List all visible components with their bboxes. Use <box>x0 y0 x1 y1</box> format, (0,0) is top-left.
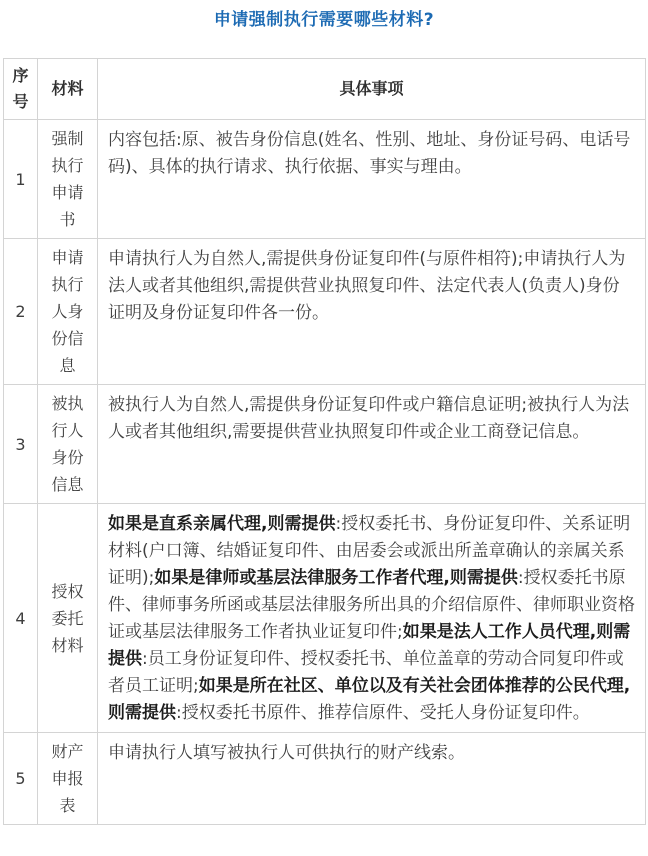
detail-segment-bold: 如果是直系亲属代理,则需提供 <box>108 514 336 534</box>
table-row <box>4 120 646 239</box>
detail-segment: 被执行人为自然人,需提供身份证复印件或户籍信息证明;被执行人为法人或者其他组织,需要提供营业执照复印件或企业工商登记信息。 <box>108 395 630 442</box>
table-row <box>4 385 646 504</box>
row-serial-number: 4 <box>4 504 38 733</box>
row-detail <box>98 733 646 825</box>
row-serial-number: 3 <box>4 385 38 504</box>
table-row <box>4 239 646 385</box>
detail-segment: 内容包括:原、被告身份信息(姓名、性别、地址、身份证号码、电话号码)、具体的执行请求、执行依据、事实与理由。 <box>108 130 631 177</box>
header-material: 材料 <box>38 59 98 120</box>
detail-segment-bold: 如果是所在社区、单位以及有关社会团体推荐的公民代理,则需提供 <box>108 676 631 723</box>
row-serial-number: 2 <box>4 239 38 385</box>
row-detail <box>98 385 646 504</box>
row-serial-number: 1 <box>4 120 38 239</box>
detail-segment: 申请执行人填写被执行人可供执行的财产线索。 <box>108 743 465 763</box>
row-serial-number: 5 <box>4 733 38 825</box>
detail-segment-bold: 如果是律师或基层法律服务工作者代理,则需提供 <box>154 568 518 588</box>
row-material: 被执行人身份信息 <box>38 385 98 504</box>
row-material: 申请执行人身份信息 <box>38 239 98 385</box>
page-title: 申请强制执行需要哪些材料? <box>213 10 435 30</box>
row-detail <box>98 239 646 385</box>
row-material: 授权委托材料 <box>38 504 98 733</box>
table-body <box>4 120 646 825</box>
detail-segment: :授权委托书、身份证复印件、关系证明材料(户口簿、结婚证复印件、由居委会或派出所盖章确认的亲属关系证明); <box>108 514 631 588</box>
detail-segment-bold: 如果是法人工作人员代理,则需提供 <box>108 622 631 669</box>
detail-segment: :授权委托书原件、律师事务所函或基层法律服务所出具的介绍信原件、律师职业资格证或基层法律服务工作者执业证复印件; <box>108 568 635 642</box>
materials-table <box>3 58 646 825</box>
table-row <box>4 733 646 825</box>
header-row <box>4 59 646 120</box>
row-detail <box>98 504 646 733</box>
row-material: 强制执行申请书 <box>38 120 98 239</box>
detail-segment: :员工身份证复印件、授权委托书、单位盖章的劳动合同复印件或者员工证明; <box>108 649 624 696</box>
header-serial-number: 序号 <box>4 59 38 120</box>
detail-segment: 申请执行人为自然人,需提供身份证复印件(与原件相符);申请执行人为法人或者其他组织,需提供营业执照复印件、法定代表人(负责人)身份证明及身份证复印件各一份。 <box>108 249 626 323</box>
header-detail: 具体事项 <box>98 59 646 120</box>
row-detail <box>98 120 646 239</box>
row-material: 财产申报表 <box>38 733 98 825</box>
table-row <box>4 504 646 733</box>
detail-segment: :授权委托书原件、推荐信原件、受托人身份证复印件。 <box>176 703 590 723</box>
